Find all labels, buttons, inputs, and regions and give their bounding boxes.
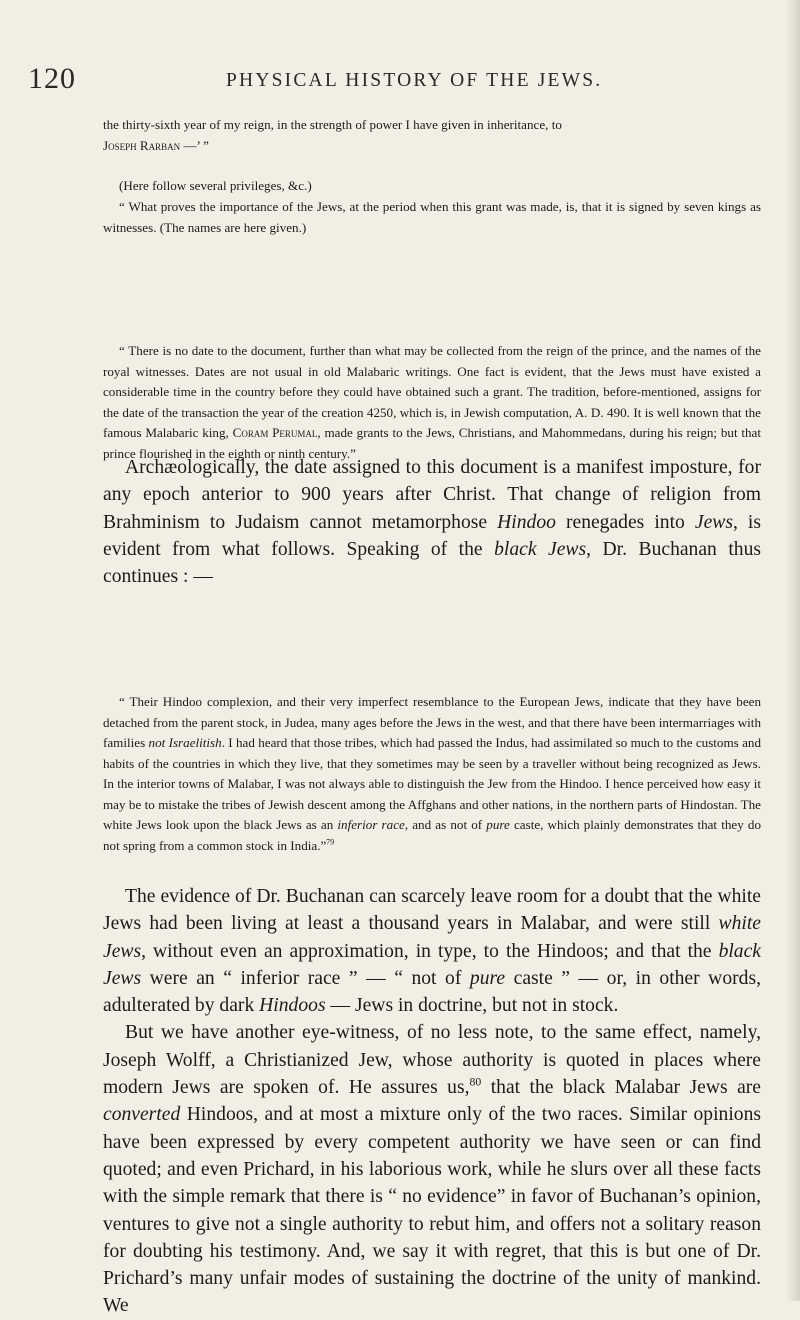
name-coram-perumal: Coram Perumal bbox=[232, 425, 318, 440]
footnote-ref-80: 80 bbox=[469, 1075, 482, 1089]
name-joseph-rarban: Joseph Rarban bbox=[103, 137, 181, 153]
page-edge-shadow bbox=[786, 0, 800, 1301]
quote-paragraph-date: “ There is no date to the document, further than what may be collected from the reign of the prince, and the names of the royal witnesses. Dates are not usual in old Malabaric writings. One fact is evident, that the Jews must have existed a considerable time in the country before they could have obtained such a grant. The tradition, before-mentioned, assigns for the date of the transaction the year of the creation 4250, which is, in Jewish computation, A. D. 490. It is well known that the famous Malabaric king, Coram Perumal, made grants to the Jews, Christians, and Mahommedans, during his reign; but that prince flourished in the eighth or ninth century.” bbox=[103, 343, 762, 461]
body-text-block bbox=[103, 883, 761, 1320]
footnote-ref-79: 79 bbox=[326, 837, 335, 847]
quote-paragraph-grant-end: the thirty-sixth year of my reign, in the strength of power I have given in inheritance, to Joseph Rarban —’ ” bbox=[103, 117, 562, 153]
quote-paragraph-privileges: (Here follow several privileges, &c.) bbox=[119, 178, 312, 193]
body-paragraph-evidence: The evidence of Dr. Buchanan can scarcely leave room for a doubt that the white Jews had been living at least a thousand years in Malabar, and were still white Jews, without even an approximation, in type, to the Hindoos; and that the black Jews were an “ inferior race ” — “ not of pure caste ” — or, in other words, adulterated by dark Hindoos — Jews in doctrine, but not in stock. bbox=[103, 886, 761, 1017]
quote-paragraph-witnesses: “ What proves the importance of the Jews, at the period when this grant was made, is, that it is signed by seven kings as witnesses. (The names are here given.) bbox=[103, 199, 761, 235]
running-head: PHYSICAL HISTORY OF THE JEWS. bbox=[226, 70, 603, 91]
page-header bbox=[28, 62, 768, 102]
quote-paragraph-buchanan: “ Their Hindoo complexion, and their very imperfect resemblance to the European Jews, indicate that they have been detached from the parent stock, in Judea, many ages before the Jews in the west, and that there have been intermarriages with families not Israelitish. I had heard that those tribes, which had passed the Indus, had assimilated so much to the customs and habits of the countries in which they live, that they sometimes may be seen by a traveller without being recognized as Jews. In the interior towns of Malabar, I was not always able to distinguish the Jew from the Hindoo. I hence perceived how easy it may be to mistake the tribes of Jewish descent among the Affghans and other nations, in the northern parts of Hindostan. The white Jews look upon the black Jews as an inferior race, and as not of pure caste, which plainly demonstrates that they do not spring from a common stock in India.”$^{79}$ bbox=[103, 694, 761, 853]
page-number: 120 bbox=[28, 62, 76, 95]
body-paragraph-archaeology: Archæologically, the date assigned to this document is a manifest imposture, for any epoch anterior to 900 years after Christ. That change of religion from Brahminism to Judaism cannot metamorphose Hindoo renegades into Jews, is evident from what follows. Speaking of the black Jews, Dr. Buchanan thus continues : — bbox=[103, 457, 761, 588]
body-paragraph-wolff: But we have another eye-witness, of no less note, to the same effect, namely, Joseph Wolff, a Christianized Jew, whose authority is quoted in places where modern Jews are spoken of. He assures us,$^{80}$ that the black Malabar Jews are converted Hindoos, and at most a mixture only of the two races. Similar opinions have been expressed by every competent authority we have seen or can find quoted; and even Prichard, in his laborious work, while he slurs over all these facts with the simple remark that there is “ no evidence” in favor of Buchanan’s opinion, ventures to give not a single authority to rebut him, and offers not a solitary reason for doubting his testimony. And, we say it with regret, that this is but one of Dr. Prichard’s many unfair modes of sustaining the doctrine of the unity of mankind. We bbox=[103, 1022, 761, 1317]
